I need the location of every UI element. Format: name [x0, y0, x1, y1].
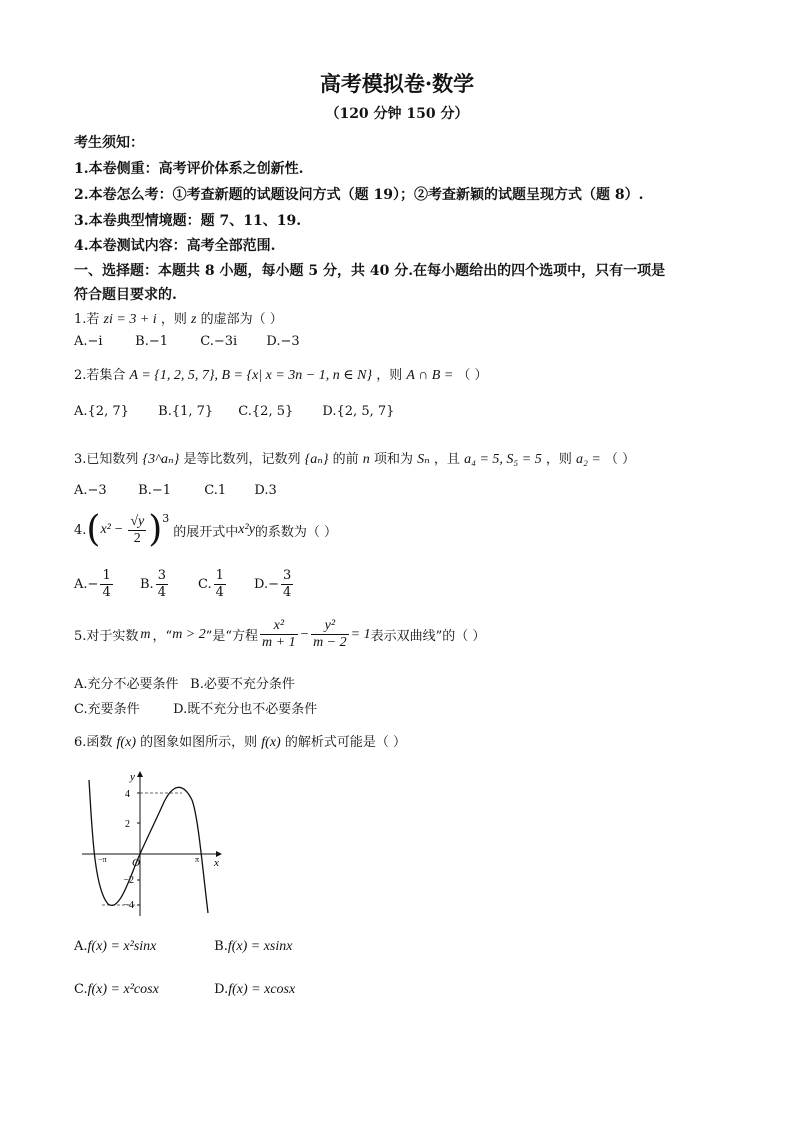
q4-suffix: 的系数为（ ）: [254, 524, 338, 540]
q5-option-b: B.必要不充分条件: [190, 677, 295, 692]
q6-options-row2: [74, 982, 295, 998]
q4-option-c-den: 4: [215, 585, 224, 600]
q4-right-paren: ): [148, 509, 163, 550]
q6-option-a-label: A.: [74, 939, 88, 954]
q1-prefix: 1.若: [74, 312, 100, 327]
exam-duration-score: （120 分钟 150 分）: [325, 106, 469, 122]
q6-options-row1: [74, 939, 292, 955]
q1-equation: zi = 3 + i: [103, 312, 157, 327]
q4-fraction: [128, 514, 146, 547]
section-heading-line1: 一、选择题：本题共 8 小题，每小题 5 分，共 40 分.在每小题给出的四个选项中，只有一项是: [74, 263, 666, 279]
page-title: 高考模拟卷·数学: [319, 71, 475, 96]
q5-equals: = 1: [350, 626, 371, 642]
q2-prefix: 2.若集合: [74, 368, 126, 383]
q5-minus: −: [299, 626, 310, 642]
q3-prefix: 3.已知数列: [74, 452, 139, 467]
q4-text-1: 的展开式中: [173, 524, 239, 540]
q1-option-b: B.−1: [135, 334, 168, 349]
note-item-3: 3.本卷典型情境题：题 7、11、19.: [74, 213, 302, 229]
q4-option-a-sign: −: [87, 577, 99, 592]
q6-prefix: 6.函数: [74, 735, 113, 750]
q5-fraction-1: [260, 618, 298, 651]
q3-option-a: A.−3: [74, 483, 107, 498]
q1-mid: ，则: [160, 312, 187, 327]
q5-den-1: m + 1: [262, 635, 296, 650]
question-1: [74, 308, 283, 328]
q5-prefix: 5.对于实数: [74, 629, 139, 644]
q2-sets: A = {1, 2, 5, 7}, B = {x| x = 3n − 1, n ∈ N}: [129, 368, 373, 383]
q4-option-d-num: 3: [283, 568, 292, 583]
q3-option-d: D.3: [254, 483, 277, 498]
function-curve: [89, 780, 208, 913]
q4-option-d-label: D.: [254, 577, 269, 592]
q5-m: m: [140, 626, 151, 642]
q6-option-a-expr: f(x) = x²sinx: [87, 939, 157, 954]
q3-suffix: （ ）: [604, 452, 636, 467]
q4-option-b-label: B.: [140, 577, 154, 592]
q6-option-d-label: D.: [214, 982, 229, 997]
q3-sequence-power: {3^aₙ}: [142, 452, 180, 467]
q5-text-1: ，“: [152, 629, 173, 644]
q1-suffix: 的虚部为（ ）: [200, 312, 283, 327]
q5-option-d: D.既不充分也不必要条件: [173, 702, 318, 717]
question-6: [74, 731, 406, 751]
q4-option-c: [198, 568, 254, 601]
q6-option-d: [214, 982, 295, 998]
ytick-label-2: 2: [125, 819, 130, 830]
q3-condition: a₄ = 5, S₅ = 5: [464, 452, 542, 467]
q3-text-2: 的前: [332, 452, 359, 467]
q3-option-b: B.−1: [138, 483, 171, 498]
q2-intersection: A ∩ B =: [406, 368, 454, 383]
section-heading-line2: 符合题目要求的.: [74, 287, 177, 303]
q5-text-2: ”是“方程: [205, 629, 259, 644]
question-4: [74, 510, 337, 550]
q1-option-c: C.−3i: [200, 334, 238, 349]
q2-mid: ，则: [376, 368, 403, 383]
q3-text-4: ，且: [433, 452, 460, 467]
q4-option-a-label: A.: [74, 577, 88, 592]
q5-option-c: C.充要条件: [74, 702, 140, 717]
q5-num-2: y²: [311, 618, 349, 635]
q3-text-3: 项和为: [373, 452, 413, 467]
q6-option-b-expr: f(x) = xsinx: [227, 939, 293, 954]
function-graph: [78, 768, 228, 918]
q1-option-d: D.−3: [266, 334, 300, 349]
y-axis-label: y: [130, 771, 135, 783]
note-item-2: 2.本卷怎么考：①考查新题的试题设问方式（题 19）；②考查新颖的试题呈现方式（题 8）.: [74, 187, 644, 203]
q6-option-c-expr: f(x) = x²cosx: [87, 982, 159, 997]
q3-ask: a₂ =: [576, 452, 601, 467]
q5-num-1: x²: [260, 618, 298, 635]
notes-heading: 考生须知：: [74, 135, 144, 151]
q3-n: n: [362, 452, 370, 467]
q4-power: 3: [162, 512, 170, 525]
xtick-label-neg-pi: −π: [98, 855, 107, 864]
q4-option-d-sign: −: [268, 577, 279, 592]
q4-term: x²y: [238, 522, 255, 537]
q5-fraction-2: [311, 618, 349, 651]
question-5: [74, 618, 485, 651]
q2-option-c: C.{2, 5}: [238, 404, 294, 419]
q4-option-a-num: 1: [102, 568, 111, 583]
q5-den-2: m − 2: [313, 635, 347, 650]
q4-left-paren: (: [86, 509, 101, 550]
note-item-4: 4.本卷测试内容：高考全部范围.: [74, 238, 276, 254]
q6-f-2: f(x): [261, 735, 281, 750]
q4-option-c-num: 1: [215, 568, 224, 583]
q2-option-d: D.{2, 5, 7}: [322, 404, 395, 419]
note-item-1: 1.本卷侧重：高考评价体系之创新性.: [74, 161, 304, 177]
q6-suffix: 的解析式可能是（ ）: [284, 735, 406, 750]
q4-options: [74, 568, 295, 601]
q5-option-a: A.充分不必要条件: [74, 677, 179, 692]
question-2: [74, 364, 488, 384]
q4-denominator: 2: [133, 530, 141, 546]
q4-option-a: [74, 568, 140, 601]
q1-variable: z: [190, 312, 197, 327]
q6-option-d-expr: f(x) = xcosx: [228, 982, 296, 997]
q4-minus: −: [113, 522, 124, 537]
q3-text-5: ，则: [545, 452, 572, 467]
q6-f-1: f(x): [116, 735, 136, 750]
q5-condition: m > 2: [172, 626, 206, 642]
q4-option-b: [140, 568, 198, 601]
question-3: [74, 448, 635, 468]
q5-text-3: 表示双曲线”的（ ）: [370, 629, 486, 644]
q4-x-squared: x²: [100, 522, 111, 537]
y-axis-arrow: [137, 771, 143, 777]
q6-option-c-label: C.: [74, 982, 88, 997]
q4-option-b-den: 4: [157, 585, 166, 600]
q3-option-c: C.1: [204, 483, 227, 498]
q6-option-b: [214, 939, 292, 955]
q4-numerator: √y: [130, 513, 145, 529]
x-axis-label: x: [214, 857, 219, 869]
q2-option-b: B.{1, 7}: [158, 404, 214, 419]
q1-option-a: A.−i: [74, 334, 103, 349]
q6-option-b-label: B.: [214, 939, 228, 954]
ytick-label-neg4: −4: [123, 900, 134, 911]
q4-option-c-label: C.: [198, 577, 212, 592]
q3-options: [74, 483, 277, 498]
q4-option-d: [254, 568, 295, 601]
q6-option-c: [74, 982, 210, 998]
q5-options-row1: [74, 673, 295, 692]
q4-prefix: 4.: [74, 522, 87, 538]
ytick-label-4: 4: [125, 789, 130, 800]
q3-sequence: {aₙ}: [304, 452, 329, 467]
q2-option-a: A.{2, 7}: [74, 404, 129, 419]
q6-option-a: [74, 939, 210, 955]
q2-options: [74, 404, 394, 419]
q3-sn: Sₙ: [417, 452, 430, 467]
origin-label: O: [132, 857, 140, 869]
q4-option-b-num: 3: [157, 568, 166, 583]
q1-options: [74, 334, 300, 349]
q6-text-1: 的图象如图所示，则: [140, 735, 258, 750]
q4-option-d-den: 4: [283, 585, 292, 600]
ytick-label-neg2: −2: [123, 875, 134, 886]
q4-option-a-den: 4: [102, 585, 111, 600]
xtick-label-pi: π: [195, 855, 200, 864]
q2-suffix: （ ）: [457, 368, 488, 383]
q5-options-row2: [74, 698, 317, 717]
q3-text-1: 是等比数列，记数列: [183, 452, 301, 467]
